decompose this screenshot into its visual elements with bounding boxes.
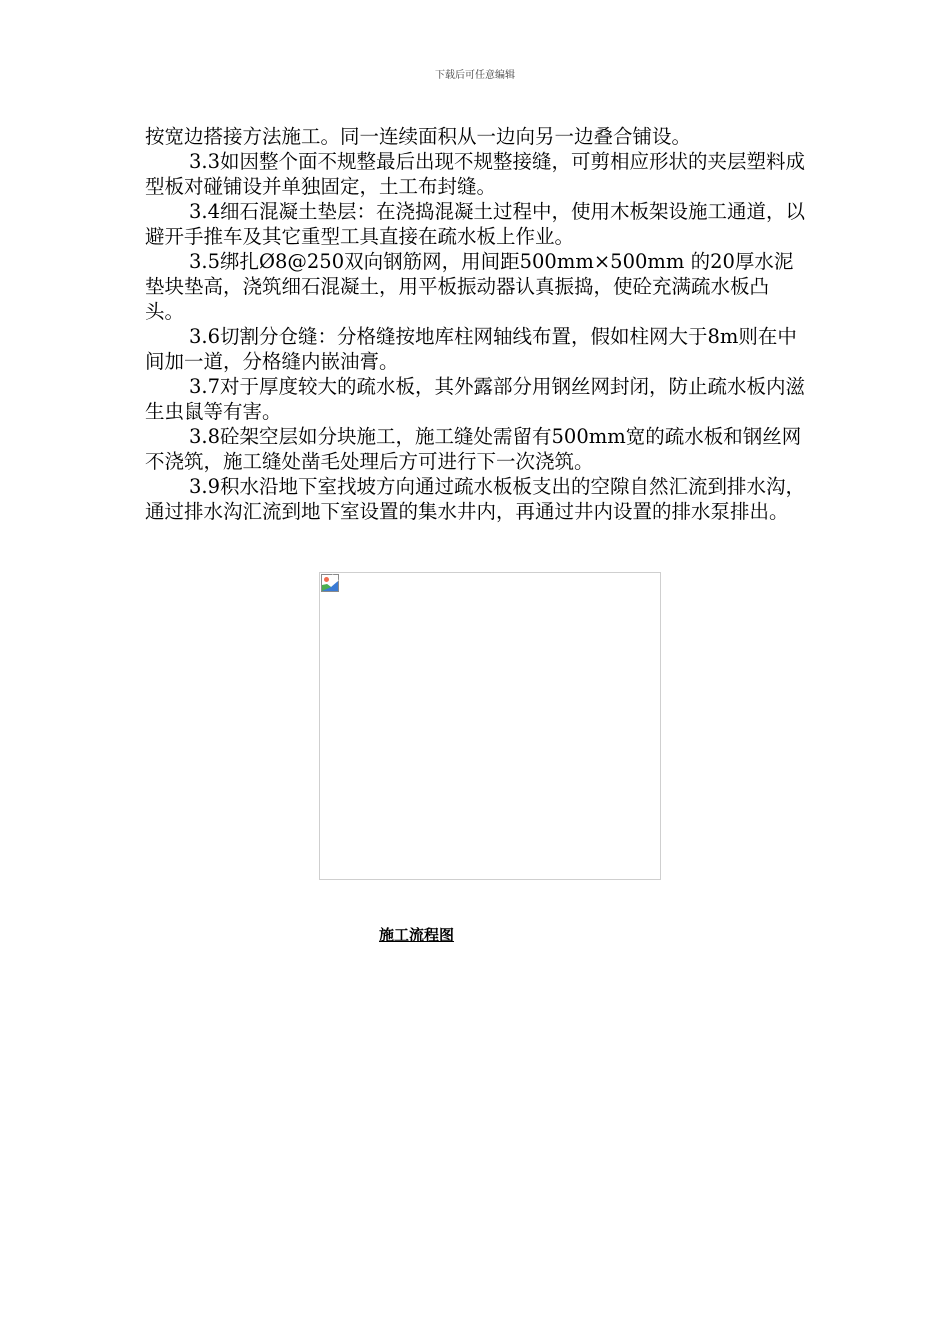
- paragraph-3-5: 3.5绑扎Ø8@250双向钢筋网，用间距500mm×500mm 的20厚水泥垫块垫高，浇筑细石混凝土，用平板振动器认真振捣，使砼充满疏水板凸头。: [145, 250, 794, 323]
- paragraph-3-7: 3.7对于厚度较大的疏水板，其外露部分用钢丝网封闭，防止疏水板内滋生虫鼠等有害。: [145, 375, 806, 423]
- paragraph-3-8: 3.8砼架空层如分块施工，施工缝处需留有500mm宽的疏水板和钢丝网不浇筑，施工缝处凿毛处理后方可进行下一次浇筑。: [145, 425, 802, 473]
- page-header: 下载后可任意编辑: [435, 70, 515, 81]
- figure-caption: 施工流程图: [379, 926, 455, 944]
- broken-image-icon: [321, 574, 339, 592]
- figure-placeholder: [319, 572, 661, 880]
- paragraph-continuation: 按宽边搭接方法施工。同一连续面积从一边向另一边叠合铺设。: [145, 125, 692, 148]
- paragraph-3-6: 3.6切割分仓缝：分格缝按地库柱网轴线布置，假如柱网大于8m则在中间加一道，分格缝内嵌油膏。: [145, 325, 797, 373]
- paragraph-3-9: 3.9积水沿地下室找坡方向通过疏水板板支出的空隙自然汇流到排水沟，通过排水沟汇流到地下室设置的集水井内，再通过井内设置的排水泵排出。: [145, 475, 806, 523]
- document-body: [145, 124, 805, 524]
- paragraph-3-4: 3.4细石混凝土垫层：在浇捣混凝土过程中，使用木板架设施工通道，以避开手推车及其它重型工具直接在疏水板上作业。: [145, 200, 806, 248]
- paragraph-3-3: 3.3如因整个面不规整最后出现不规整接缝，可剪相应形状的夹层塑料成型板对碰铺设并单独固定，土工布封缝。: [145, 150, 806, 198]
